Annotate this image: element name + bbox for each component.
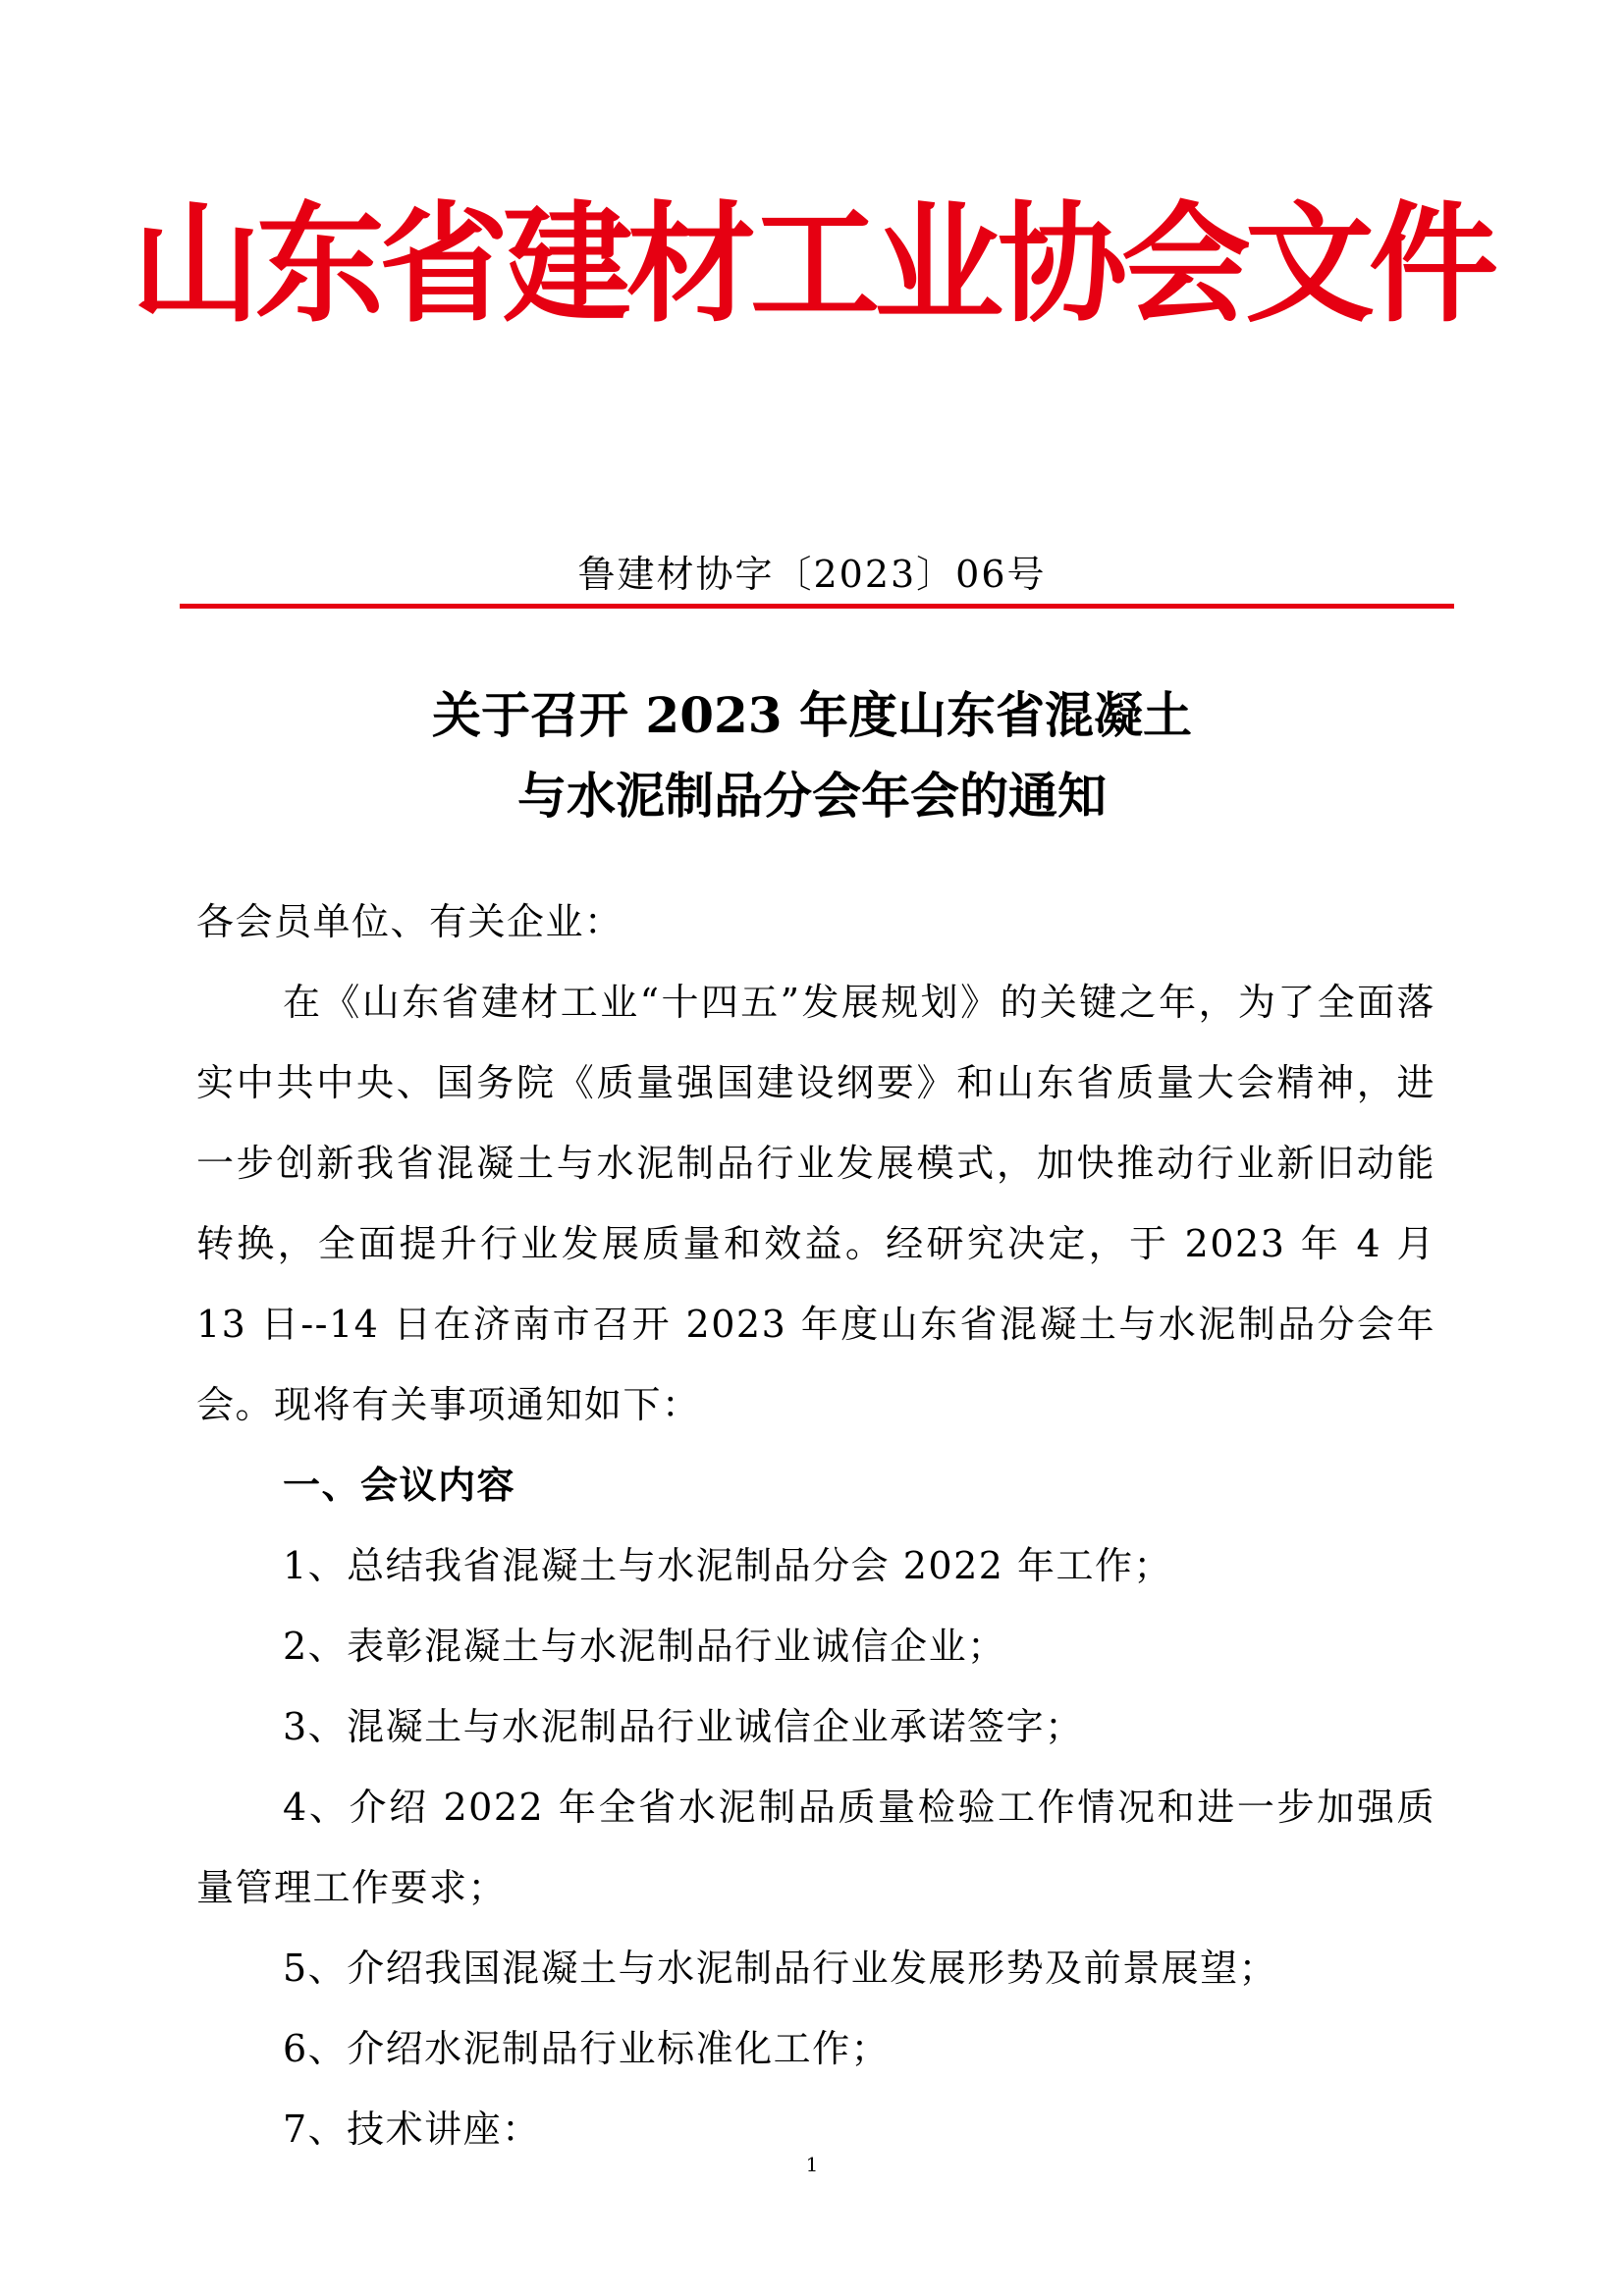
- list-item: 3、混凝土与水泥制品行业诚信企业承诺签字；: [283, 1705, 1084, 1748]
- list-item: 7、技术讲座：: [283, 2108, 541, 2151]
- list-item: 1、总结我省混凝土与水泥制品分会 2022 年工作；: [283, 1544, 1173, 1587]
- salutation: 各会员单位、有关企业：: [196, 900, 623, 943]
- list-item: 6、介绍水泥制品行业标准化工作；: [283, 2027, 891, 2070]
- document-header-title: 山东省建材工业协会文件: [132, 188, 1492, 341]
- red-divider-line: [180, 604, 1454, 609]
- list-item: 5、介绍我国混凝土与水泥制品行业发展形势及前景展望；: [283, 1947, 1278, 1990]
- intro-paragraph: 在《山东省建材工业“十四五”发展规划》的关键之年，为了全面落实中共中央、国务院《质量强国建设纲要》和山东省质量大会精神，进一步创新我省混凝土与水泥制品行业发展模式，加快推动行业新旧动能转换，全面提升行业发展质量和效益。经研究决定，于 2023 年 4 月 13 日--14 日在济南市召开 2023 年度山东省混凝土与水泥制品分会年会。现将有关事项通知如下：: [196, 981, 1435, 1426]
- notice-title-line-1: 关于召开 2023 年度山东省混凝土: [432, 686, 1192, 744]
- notice-body: [196, 881, 1435, 2169]
- list-item: 2、表彰混凝土与水泥制品行业诚信企业；: [283, 1625, 1006, 1668]
- notice-title: [0, 675, 1624, 836]
- list-item: 4、介绍 2022 年全省水泥制品质量检验工作情况和进一步加强质量管理工作要求；: [196, 1786, 1435, 1909]
- page-number: 1: [805, 2153, 819, 2176]
- notice-title-line-2: 与水泥制品分会年会的通知: [517, 767, 1107, 825]
- document-number: 鲁建材协字〔2023〕06号: [577, 553, 1047, 596]
- section-heading-meeting-content: 一、会议内容: [283, 1464, 516, 1507]
